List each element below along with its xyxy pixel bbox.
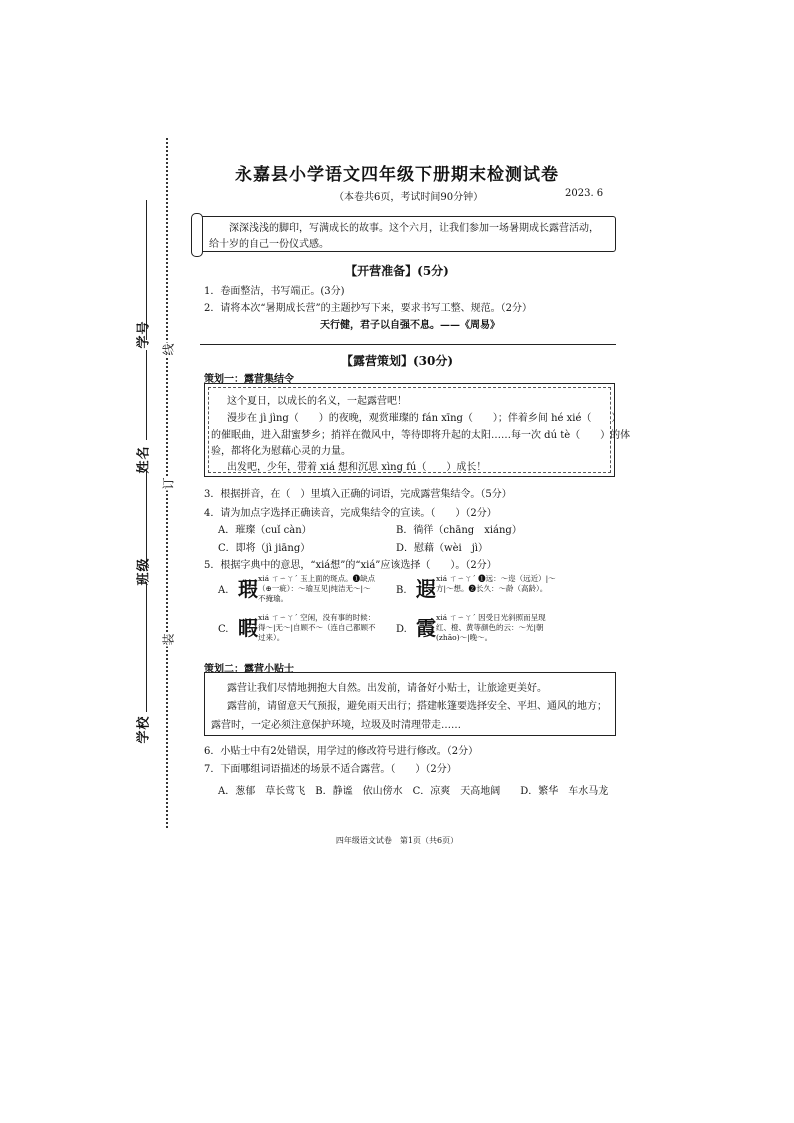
page-footer: 四年级语文试卷 第1页（共6页） bbox=[335, 836, 459, 845]
intro-line-2: 给十岁的自己一份仪式感。 bbox=[209, 239, 329, 250]
assembly-line-3: 的催眠曲，进入甜蜜梦乡；捎祥在微风中，等待即将升起的太阳……每一次 dú tè（ ）的体 bbox=[211, 430, 631, 441]
q5-option-d-label: D. bbox=[396, 624, 407, 635]
binding-mark-ding: 订 bbox=[159, 476, 178, 490]
section-plan-title: 【露营策划】(30分) bbox=[340, 354, 454, 368]
q5-option-c-definition: xiá ㄒㄧㄚˊ 空闲，没有事的时候：得～|无～|自顾不～（连自己都顾不过来）。 bbox=[258, 613, 376, 642]
question-2: 2．请将本次“暑期成长营”的主题抄写下来，要求书写工整、规范。（2分） bbox=[204, 303, 532, 314]
q5-option-a-definition: xiá ㄒㄧㄚˊ 玉上面的斑点。❶缺点（⊕一疵）：～瑜互见|纯洁无～|～不掩瑜。 bbox=[258, 574, 376, 603]
q5-option-c-label: C. bbox=[218, 624, 229, 635]
q5-option-b-char: 遐 bbox=[416, 577, 436, 601]
q5-option-a-label: A. bbox=[218, 585, 229, 596]
assembly-line-4: 验，都将化为慰藉心灵的力量。 bbox=[211, 446, 351, 457]
school-line bbox=[146, 582, 147, 712]
tips-box bbox=[204, 672, 616, 736]
intro-banner bbox=[196, 216, 616, 252]
q4-option-a: A．璀璨（cuǐ càn） bbox=[218, 525, 312, 536]
q7-options: A．葱郁 草长莺飞 B．静谧 依山傍水 C．凉爽 天高地阔 D．繁华 车水马龙 bbox=[218, 786, 609, 797]
question-6: 6．小贴士中有2处错误，用学过的修改符号进行修改。（2分） bbox=[204, 746, 479, 757]
q5-option-d-char: 霞 bbox=[416, 616, 436, 640]
section-divider bbox=[200, 344, 616, 345]
q4-option-b: B．徜徉（chāng xiáng） bbox=[396, 525, 522, 536]
question-1: 1．卷面整洁，书写端正。(3分) bbox=[204, 286, 345, 297]
tips-line-2: 露营前，请留意天气预报，避免雨天出行；搭建帐篷要选择安全、平坦、通风的地方； bbox=[227, 701, 607, 712]
question-3: 3．根据拼音，在（ ）里填入正确的词语，完成露营集结令。（5分） bbox=[204, 489, 512, 500]
assembly-line-5: 出发吧，少年，带着 xiá 想和沉思 xìng fú（ ）成长！ bbox=[227, 462, 487, 473]
exam-note: （本卷共6页，考试时间90分钟） bbox=[334, 192, 484, 203]
tips-line-3: 露营时，一定必须注意保护环境，垃圾及时清理带走…… bbox=[211, 720, 461, 731]
class-line bbox=[146, 470, 147, 570]
exam-date: 2023. 6 bbox=[565, 188, 604, 199]
question-4: 4．请为加点字选择正确读音，完成集结令的宣读。（ ）（2分） bbox=[204, 508, 497, 519]
q5-option-c-char: 暇 bbox=[238, 616, 258, 640]
assembly-line-1: 这个夏日，以成长的名义，一起露营吧！ bbox=[227, 396, 407, 407]
class-label: 班级 bbox=[136, 557, 152, 586]
binding-mark-xian: 线 bbox=[159, 342, 178, 356]
tips-line-1: 露营让我们尽情地拥抱大自然。出发前，请备好小贴士，让旅途更美好。 bbox=[227, 683, 547, 694]
q4-option-c: C．即将（jì jiāng） bbox=[218, 543, 311, 554]
assembly-line-2: 漫步在 jì jìng（ ）的夜晚，观赏璀璨的 fán xīng（ ）；伴着乡间 hé xié（ ） bbox=[227, 413, 622, 424]
section-prep-title: 【开营准备】(5分) bbox=[345, 264, 449, 278]
question-5: 5．根据字典中的意思，“xiá想”的“xiá”应该选择（ ）。（2分） bbox=[204, 560, 497, 571]
q5-option-b-label: B. bbox=[396, 585, 407, 596]
q5-option-d-definition: xiá ㄒㄧㄚˊ 因受日光斜照而呈现红、橙、黄等颜色的云：～光|朝(zhāo)～|晚～。 bbox=[436, 613, 546, 642]
plan-2-title: 策划二：露营小贴士 bbox=[204, 664, 294, 675]
scroll-curl-icon bbox=[191, 213, 203, 257]
q5-option-a-char: 瑕 bbox=[238, 577, 258, 601]
q4-option-d: D．慰藉（wèi jì） bbox=[396, 543, 488, 554]
name-label: 姓名 bbox=[136, 445, 152, 474]
q5-option-b-definition: xiá ㄒㄧㄚˊ ❶远：～迩（远近）|～方|～想。❷长久：～龄（高龄）。 bbox=[436, 574, 556, 593]
intro-line-1: 深深浅浅的脚印，写满成长的故事。这个六月，让我们参加一场暑期成长露营活动， bbox=[229, 223, 599, 234]
assembly-order-box bbox=[204, 383, 631, 477]
exam-title: 永嘉县小学语文四年级下册期末检测试卷 bbox=[235, 165, 559, 185]
plan-1-title: 策划一：露营集结令 bbox=[204, 374, 294, 385]
theme-quote: 天行健，君子以自强不息。——《周易》 bbox=[320, 320, 500, 331]
student-id-label: 学号 bbox=[136, 320, 152, 349]
binding-mark-zhuang: 装 bbox=[159, 632, 178, 646]
question-7: 7．下面哪组词语描述的场景不适合露营。（ ）（2分） bbox=[204, 764, 457, 775]
school-label: 学校 bbox=[136, 715, 152, 744]
